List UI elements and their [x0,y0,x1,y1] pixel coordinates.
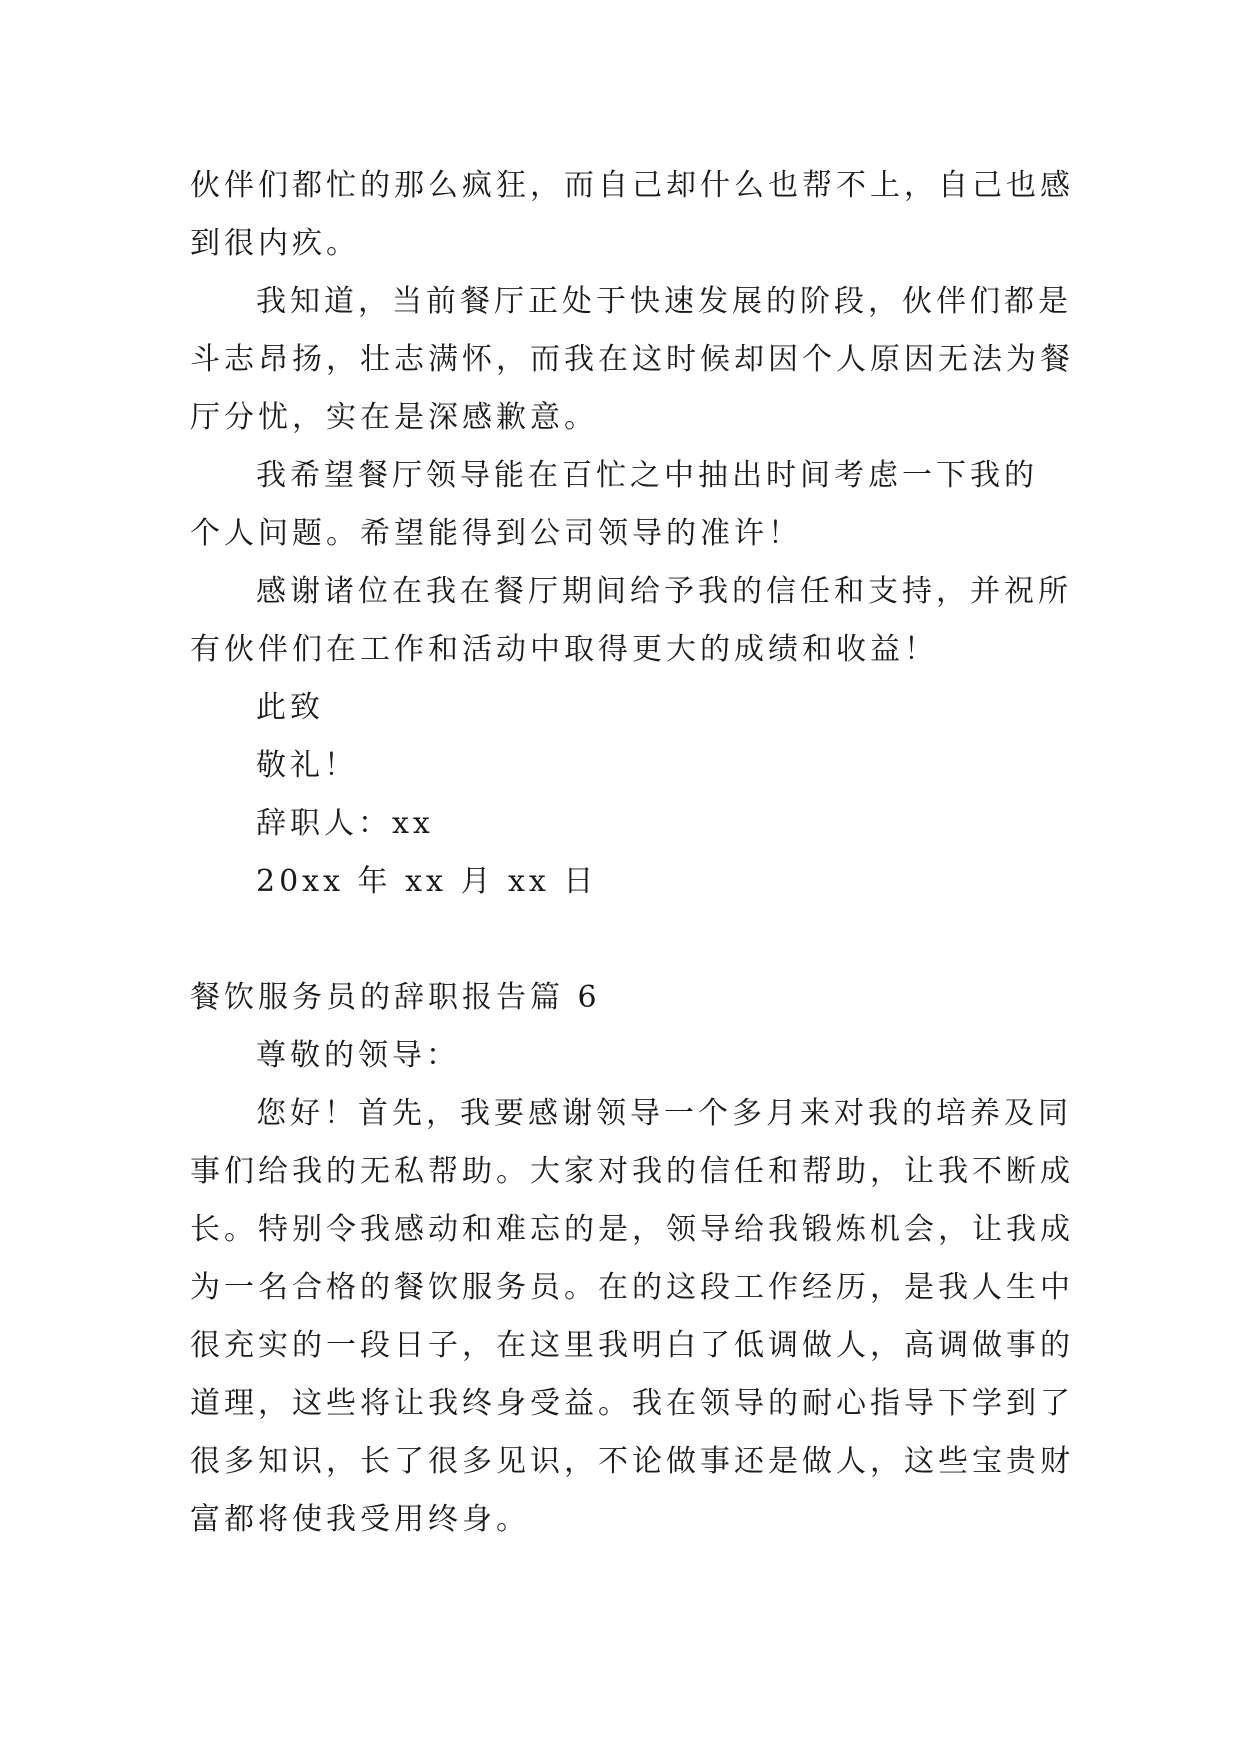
paragraph-line: 厅分忧，实在是深感歉意。 [190,400,598,435]
paragraph-line: 您好！首先，我要感谢领导一个多月来对我的培养及同 [256,1096,1072,1131]
paragraph-line: 我希望餐厅领导能在百忙之中抽出时间考虑一下我的 [256,458,1038,493]
greeting: 尊敬的领导： [256,1038,460,1073]
paragraph-line: 事们给我的无私帮助。大家对我的信任和帮助，让我不断成 [190,1154,1074,1189]
signature-line: 辞职人：xx [256,806,434,841]
paragraph-line: 斗志昂扬，壮志满怀，而我在这时候却因个人原因无法为餐 [190,342,1074,377]
paragraph-line: 个人问题。希望能得到公司领导的准许！ [190,516,802,551]
paragraph-line: 很多知识，长了很多见识，不论做事还是做人，这些宝贵财 [190,1444,1074,1479]
paragraph-line: 为一名合格的餐饮服务员。在的这段工作经历，是我人生中 [190,1270,1074,1305]
closing-salutation: 此致 [256,690,324,725]
date-line: 20xx 年 xx 月 xx 日 [256,864,598,899]
paragraph-line: 伙伴们都忙的那么疯狂，而自己却什么也帮不上，自己也感 [190,168,1074,203]
paragraph-line: 有伙伴们在工作和活动中取得更大的成绩和收益！ [190,632,938,667]
paragraph-line: 我知道，当前餐厅正处于快速发展的阶段，伙伴们都是 [256,284,1072,319]
paragraph-line: 富都将使我受用终身。 [190,1502,530,1537]
closing-regards: 敬礼！ [256,748,358,783]
paragraph-line: 感谢诸位在我在餐厅期间给予我的信任和支持，并祝所 [256,574,1072,609]
paragraph-line: 到很内疚。 [190,226,360,261]
section-title: 餐饮服务员的辞职报告篇 6 [190,980,601,1015]
paragraph-line: 长。特别令我感动和难忘的是，领导给我锻炼机会，让我成 [190,1212,1074,1247]
paragraph-line: 很充实的一段日子，在这里我明白了低调做人，高调做事的 [190,1328,1074,1363]
paragraph-line: 道理，这些将让我终身受益。我在领导的耐心指导下学到了 [190,1386,1074,1421]
